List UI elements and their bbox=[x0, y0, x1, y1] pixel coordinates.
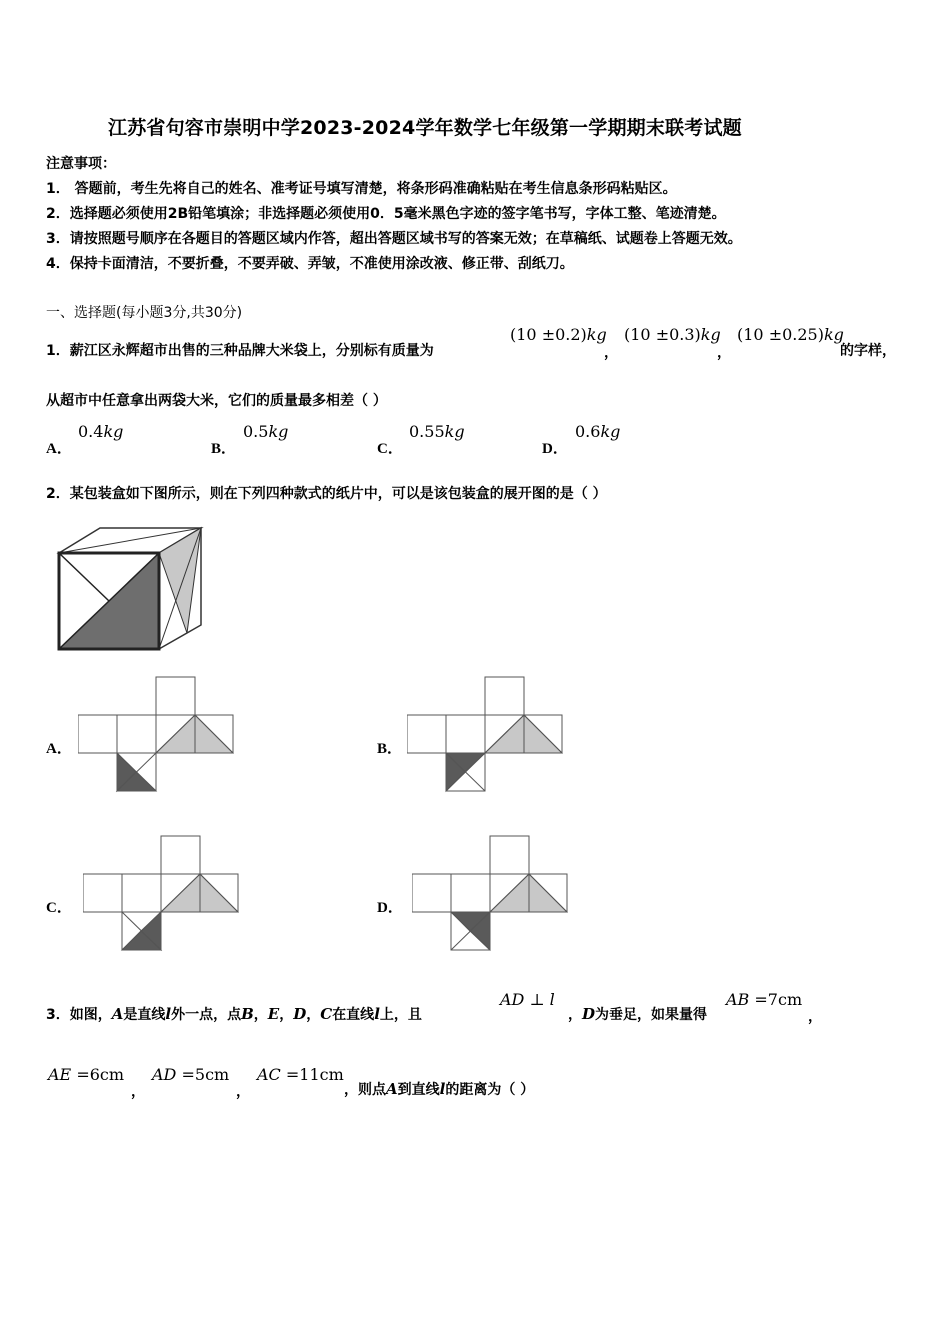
q2-option-c-label: C． bbox=[46, 900, 72, 916]
q3-perp-expr: AD ⊥ l bbox=[500, 990, 555, 1009]
q3-ae-expr: AE =6cm bbox=[48, 1065, 125, 1084]
q1-sep-2: ， bbox=[717, 345, 731, 361]
q1-option-d-label: D． bbox=[542, 441, 568, 457]
q1-stem-start: 1．薪江区永辉超市出售的三种品牌大米袋上，分别标有质量为 bbox=[46, 343, 434, 359]
q3-stem-end: ，则点A到直线l的距离为（ ） bbox=[344, 1080, 535, 1098]
q2-option-c-net bbox=[83, 835, 239, 953]
q3-stem-mid: ，D为垂足，如果量得 bbox=[568, 1005, 708, 1023]
q2-option-b-label: B． bbox=[377, 741, 403, 757]
q3-comma-2: ， bbox=[131, 1084, 145, 1100]
q1-sep-1: ， bbox=[604, 345, 618, 361]
q2-stem: 2．某包装盒如下图所示，则在下列四种款式的纸片中，可以是该包装盒的展开图的是（ ） bbox=[46, 486, 607, 502]
q2-option-b-net bbox=[407, 676, 563, 794]
q1-option-c-value: 0.55kg bbox=[409, 422, 465, 441]
q1-option-b-label: B． bbox=[211, 441, 237, 457]
q1-option-c-label: C． bbox=[377, 441, 403, 457]
q1-option-b-value: 0.5kg bbox=[243, 422, 289, 441]
notice-item-3: 3．请按照题号顺序在各题目的答题区域内作答，超出答题区域书写的答案无效；在草稿纸、试题卷上答题无效。 bbox=[46, 231, 742, 247]
notice-heading: 注意事项： bbox=[46, 156, 116, 172]
notice-item-4: 4．保持卡面清洁，不要折叠，不要弄破、弄皱，不准使用涂改液、修正带、刮纸刀。 bbox=[46, 256, 574, 272]
q1-option-a-label: A． bbox=[46, 441, 72, 457]
q2-box-figure bbox=[55, 525, 205, 653]
q1-option-d-value: 0.6kg bbox=[575, 422, 621, 441]
section-heading: 一、选择题(每小题3分,共30分) bbox=[46, 305, 243, 321]
notice-item-1: 1． 答题前，考生先将自己的姓名、准考证号填写清楚，将条形码准确粘贴在考生信息条形码粘贴区。 bbox=[46, 181, 677, 197]
q1-stem-line2: 从超市中任意拿出两袋大米，它们的质量最多相差（ ） bbox=[46, 393, 387, 409]
q3-ab-expr: AB =7cm bbox=[726, 990, 803, 1009]
q3-ac-expr: AC =11cm bbox=[257, 1065, 344, 1084]
q3-ad-expr: AD =5cm bbox=[152, 1065, 230, 1084]
q1-stem-end: 的字样， bbox=[840, 343, 896, 359]
q2-option-a-net bbox=[78, 676, 234, 794]
page-title: 江苏省句容市崇明中学2023-2024学年数学七年级第一学期期末联考试题 bbox=[108, 117, 742, 139]
notice-item-2: 2．选择题必须使用2B铅笔填涂；非选择题必须使用0．5毫米黑色字迹的签字笔书写，字体工整、笔迹清楚。 bbox=[46, 206, 726, 222]
q1-mass-2: (10 ±0.3)kg bbox=[624, 325, 721, 344]
q2-option-d-label: D． bbox=[377, 900, 403, 916]
q2-option-d-net bbox=[412, 835, 568, 953]
q3-comma-1: ， bbox=[808, 1009, 822, 1025]
q3-stem-line1: 3．如图，A是直线l外一点，点B，E，D，C在直线l上，且 bbox=[46, 1005, 422, 1023]
q1-option-a-value: 0.4kg bbox=[78, 422, 124, 441]
q2-option-a-label: A． bbox=[46, 741, 72, 757]
q1-mass-1: (10 ±0.2)kg bbox=[510, 325, 607, 344]
q1-mass-3: (10 ±0.25)kg bbox=[737, 325, 844, 344]
q3-comma-3: ， bbox=[236, 1084, 250, 1100]
